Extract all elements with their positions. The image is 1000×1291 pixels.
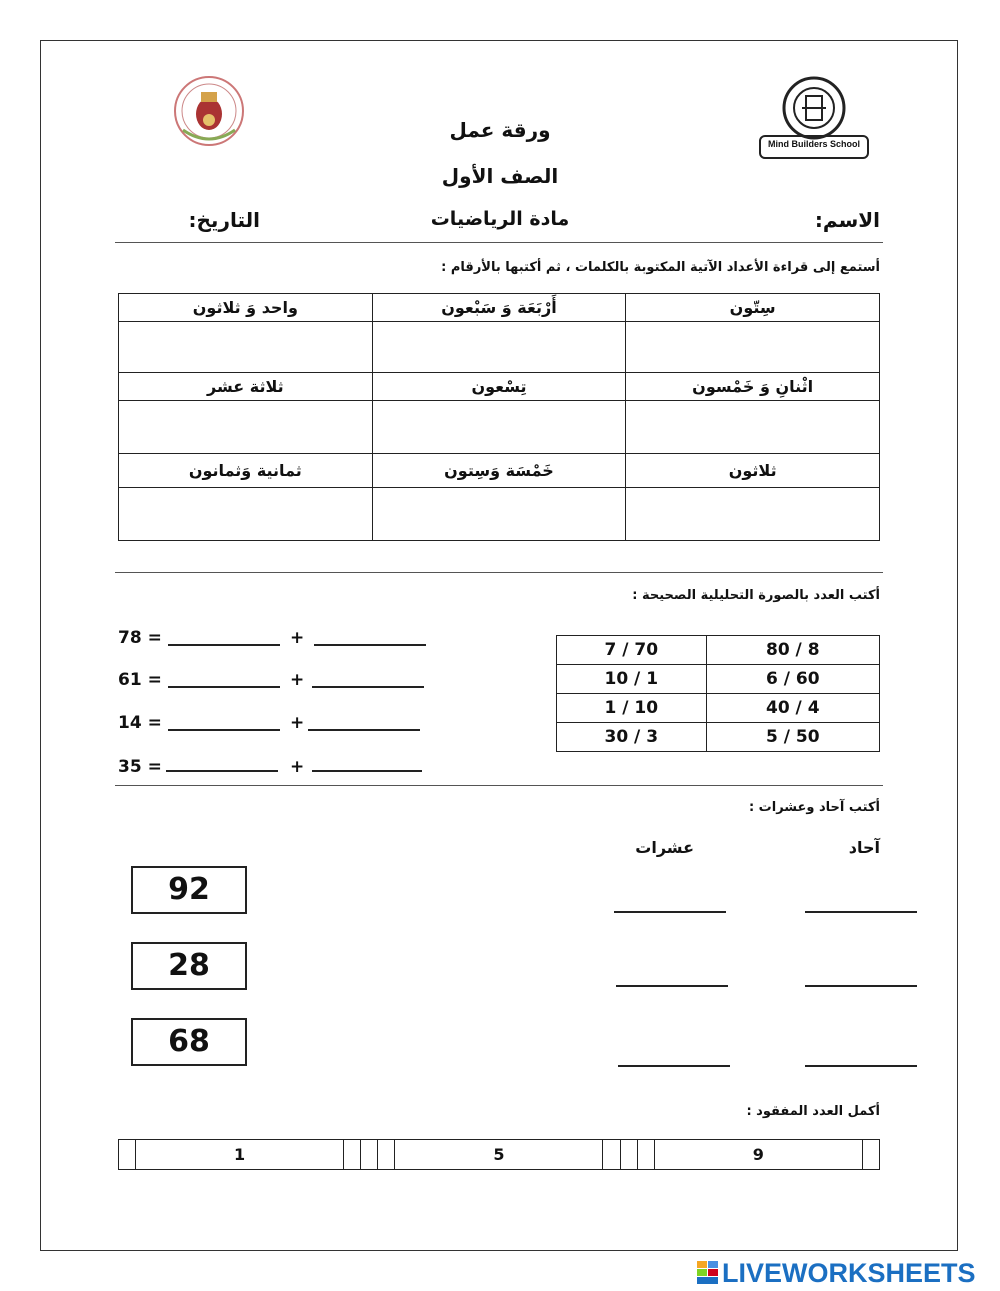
answer-blank[interactable] (168, 686, 280, 688)
sequence-cell[interactable] (862, 1140, 879, 1170)
school-logo-text: Mind Builders School (767, 139, 860, 149)
word-cell: أَرْبَعَة وَ سَبْعون (372, 294, 626, 322)
word-cell: ثلاثون (626, 454, 880, 488)
section2-divider (115, 785, 883, 786)
plus-sign: + (290, 713, 305, 733)
pair-cell[interactable]: 30 / 3 (557, 723, 707, 752)
plus-sign: + (290, 757, 305, 777)
pair-cell[interactable]: 80 / 8 (706, 636, 879, 665)
section3-instruction: أكتب آحاد وعشرات : (748, 800, 880, 815)
answer-blank[interactable] (308, 729, 420, 731)
sequence-cell[interactable] (361, 1140, 378, 1170)
header-divider (115, 242, 883, 243)
answer-cell[interactable] (119, 401, 373, 454)
answer-cell[interactable] (372, 401, 626, 454)
grade-label: الصف الأول (441, 164, 559, 188)
sequence-table (118, 1139, 880, 1170)
word-cell: ثلاثة عشر (119, 373, 373, 401)
tens-label: عشرات (635, 838, 694, 857)
ministry-logo (163, 70, 255, 152)
equation-label: 14 = (118, 713, 162, 733)
sequence-cell[interactable] (637, 1140, 654, 1170)
date-label: التاريخ: (188, 208, 260, 232)
pair-cell[interactable]: 10 / 1 (557, 665, 707, 694)
school-logo (758, 72, 870, 162)
word-cell: ثمانية وَثمانون (119, 454, 373, 488)
sequence-cell[interactable] (620, 1140, 637, 1170)
section4-instruction: أكمل العدد المفقود : (746, 1104, 880, 1119)
section1-divider (115, 572, 883, 573)
number-box: 92 (131, 866, 247, 914)
number-box: 28 (131, 942, 247, 990)
ones-label: آحاد (848, 838, 880, 857)
pair-cell[interactable]: 1 / 10 (557, 694, 707, 723)
answer-blank[interactable] (314, 644, 426, 646)
section1-instruction: أستمع إلى قراءة الأعداد الآتية المكتوبة بالكلمات ، ثم أكتبها بالأرقام : (441, 260, 880, 275)
answer-cell[interactable] (119, 488, 373, 541)
answer-blank[interactable] (166, 770, 278, 772)
pair-cell[interactable]: 5 / 50 (706, 723, 879, 752)
answer-cell[interactable] (626, 488, 880, 541)
sequence-cell: 5 (395, 1140, 603, 1170)
answer-blank[interactable] (312, 770, 422, 772)
equation-label: 78 = (118, 628, 162, 648)
answer-cell[interactable] (372, 488, 626, 541)
answer-blank[interactable] (312, 686, 424, 688)
words-table (118, 293, 880, 541)
pair-cell[interactable]: 6 / 60 (706, 665, 879, 694)
ones-answer-line[interactable] (805, 1065, 917, 1067)
subject-label: مادة الرياضيات (430, 208, 570, 230)
sequence-cell[interactable] (378, 1140, 395, 1170)
answer-cell[interactable] (626, 322, 880, 373)
answer-cell[interactable] (626, 401, 880, 454)
answer-cell[interactable] (372, 322, 626, 373)
number-box: 68 (131, 1018, 247, 1066)
sequence-cell[interactable] (603, 1140, 620, 1170)
answer-blank[interactable] (168, 729, 280, 731)
answer-blank[interactable] (168, 644, 280, 646)
liveworksheets-logo-icon (697, 1261, 719, 1285)
sequence-cell: 1 (136, 1140, 344, 1170)
tens-answer-line[interactable] (618, 1065, 730, 1067)
word-cell: خَمْسَة وَسِتون (372, 454, 626, 488)
liveworksheets-brand[interactable]: LIVEWORKSHEETS (722, 1258, 976, 1288)
name-label: الاسم: (814, 208, 880, 232)
word-cell: واحد وَ ثلاثون (119, 294, 373, 322)
sequence-cell: 9 (654, 1140, 862, 1170)
sequence-cell[interactable] (119, 1140, 136, 1170)
tens-answer-line[interactable] (614, 911, 726, 913)
plus-sign: + (290, 670, 305, 690)
ones-answer-line[interactable] (805, 911, 917, 913)
answer-cell[interactable] (119, 322, 373, 373)
plus-sign: + (290, 628, 305, 648)
worksheet-title: ورقة عمل (449, 118, 551, 142)
pairs-table (556, 635, 880, 752)
ones-answer-line[interactable] (805, 985, 917, 987)
word-cell: سِتّون (626, 294, 880, 322)
equation-label: 61 = (118, 670, 162, 690)
pair-cell[interactable]: 40 / 4 (706, 694, 879, 723)
word-cell: تِسْعون (372, 373, 626, 401)
pair-cell[interactable]: 7 / 70 (557, 636, 707, 665)
section2-instruction: أكتب العدد بالصورة التحليلية الصحيحة : (632, 588, 880, 603)
equation-label: 35 = (118, 757, 162, 777)
sequence-cell[interactable] (344, 1140, 361, 1170)
word-cell: اثْنانِ وَ خَمْسون (626, 373, 880, 401)
tens-answer-line[interactable] (616, 985, 728, 987)
